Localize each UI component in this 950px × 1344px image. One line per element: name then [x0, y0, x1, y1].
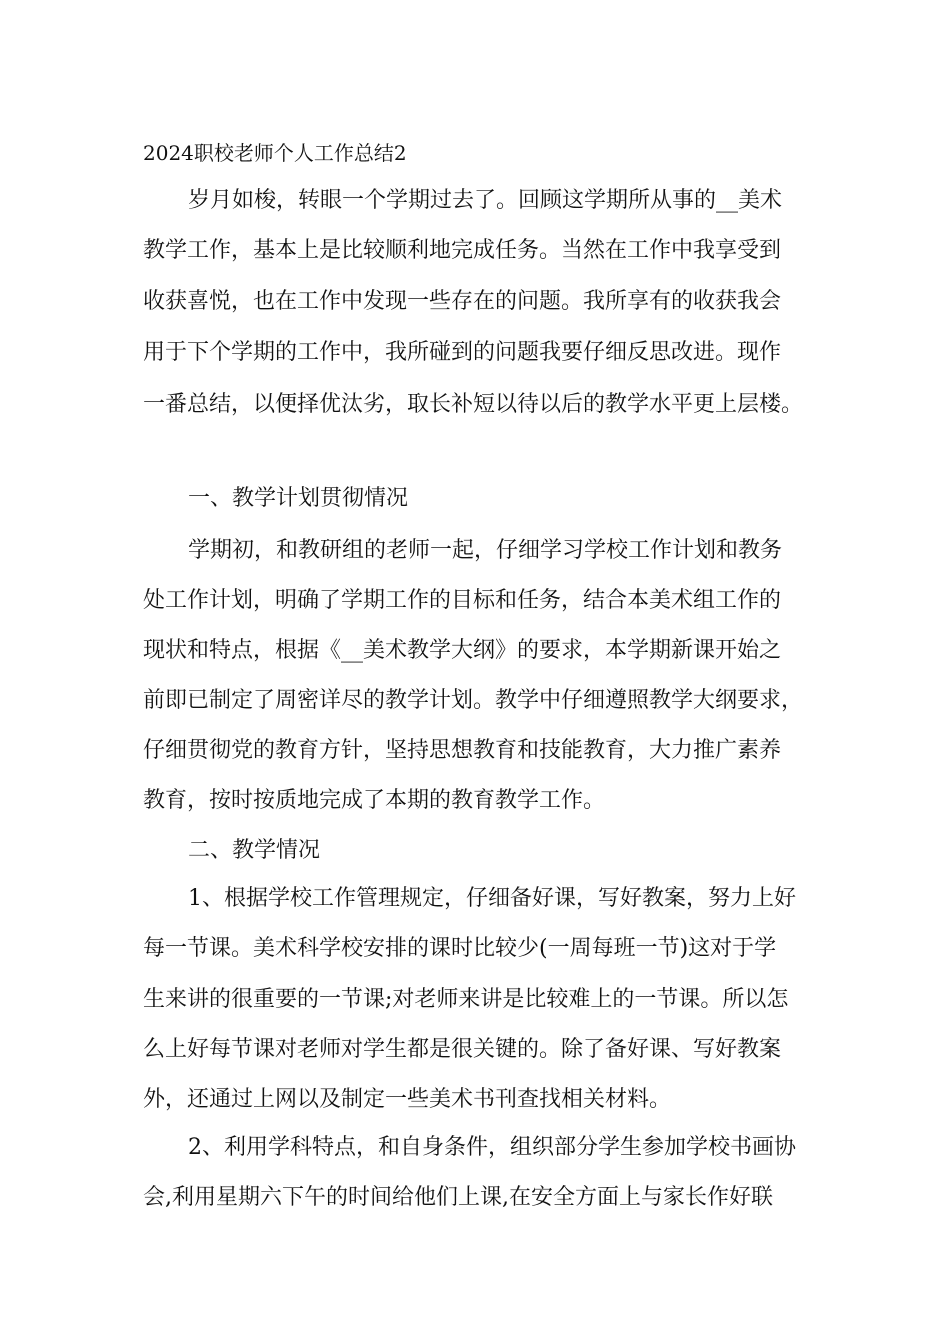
- paragraph-line: 仔细贯彻党的教育方针，坚持思想教育和技能教育，大力推广素养: [143, 738, 782, 763]
- paragraph-line: 前即已制定了周密详尽的教学计划。教学中仔细遵照教学大纲要求，: [143, 688, 804, 713]
- paragraph-line: 教学工作，基本上是比较顺利地完成任务。当然在工作中我享受到: [143, 238, 782, 263]
- paragraph-line: 处工作计划，明确了学期工作的目标和任务，结合本美术组工作的: [143, 588, 782, 613]
- paragraph-line: 生来讲的很重要的一节课;对老师来讲是比较难上的一节课。所以怎: [143, 987, 789, 1012]
- paragraph-line: 现状和特点，根据《__美术教学大纲》的要求，本学期新课开始之: [143, 638, 782, 663]
- section-heading: 二、教学情况: [188, 838, 321, 863]
- paragraph-line: 收获喜悦，也在工作中发现一些存在的问题。我所享有的收获我会: [143, 289, 782, 314]
- paragraph-line: 2、利用学科特点，和自身条件，组织部分学生参加学校书画协: [188, 1135, 796, 1160]
- paragraph-line: 会,利用星期六下午的时间给他们上课,在安全方面上与家长作好联: [143, 1185, 773, 1210]
- paragraph-line: 用于下个学期的工作中，我所碰到的问题我要仔细反思改进。现作: [143, 340, 782, 365]
- paragraph-line: 一番总结，以便择优汰劣，取长补短以待以后的教学水平更上层楼。: [143, 392, 804, 417]
- paragraph-line: 每一节课。美术科学校安排的课时比较少(一周每班一节)这对于学: [143, 936, 777, 961]
- document-title: 2024职校老师个人工作总结2: [143, 141, 407, 165]
- section-heading: 一、教学计划贯彻情况: [188, 486, 409, 511]
- paragraph-line: 教育，按时按质地完成了本期的教育教学工作。: [143, 788, 606, 813]
- paragraph-line: 外，还通过上网以及制定一些美术书刊查找相关材料。: [143, 1087, 672, 1112]
- paragraph-line: 岁月如梭，转眼一个学期过去了。回顾这学期所从事的__美术: [188, 188, 783, 213]
- paragraph-line: 学期初，和教研组的老师一起，仔细学习学校工作计划和教务: [188, 538, 783, 563]
- paragraph-line: 1、根据学校工作管理规定，仔细备好课，写好教案，努力上好: [188, 886, 796, 911]
- paragraph-line: 么上好每节课对老师对学生都是很关键的。除了备好课、写好教案: [143, 1037, 782, 1062]
